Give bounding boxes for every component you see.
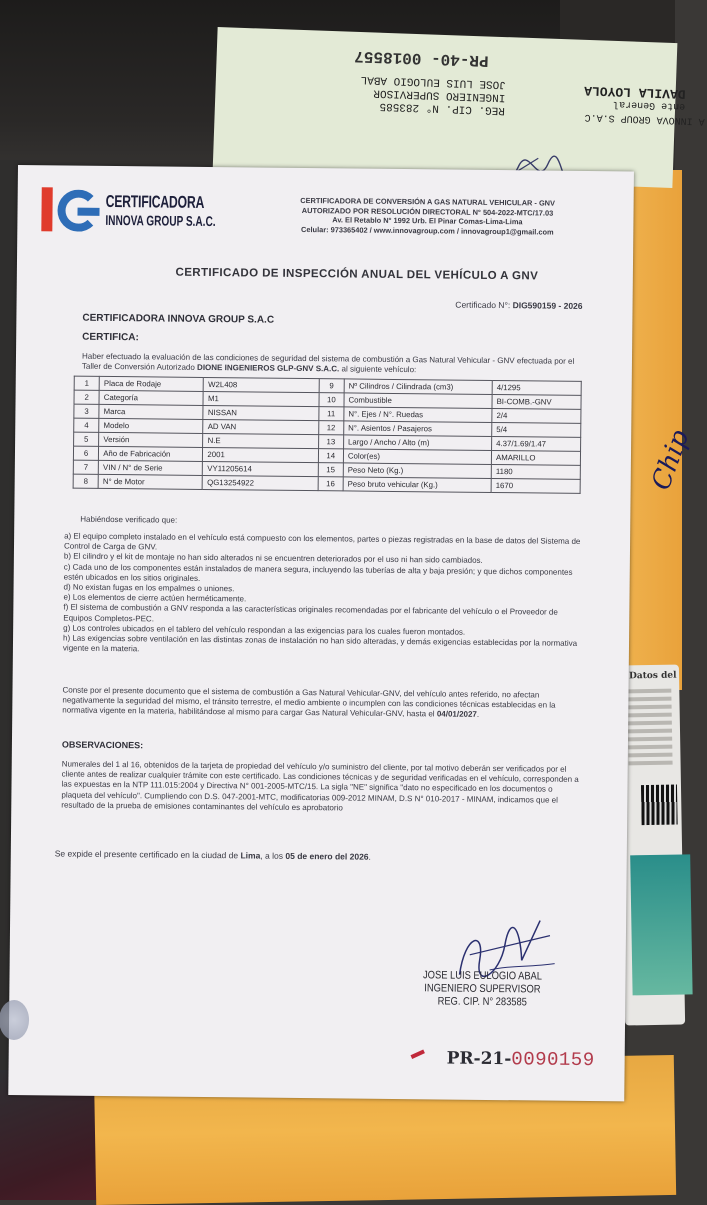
table-cell: 7 — [73, 460, 98, 474]
side-card-title: Datos del — [628, 670, 677, 682]
table-cell: Largo / Ancho / Alto (m) — [343, 435, 491, 451]
table-cell: 9 — [319, 379, 344, 393]
list-item: a) El equipo completo instalado en el vehículo está compuesto con los elementos, partes o piezas registradas en la base de datos del Sistema de Control de Carga de GNV. — [63, 531, 581, 552]
list-item: d) No existan fugas en los empalmes o uniones. — [63, 582, 235, 594]
table-cell: W2L408 — [204, 377, 319, 392]
vehicle-data-table — [73, 376, 582, 494]
table-cell: N°. Asientos / Pasajeros — [344, 421, 492, 437]
table-cell: Categoría — [99, 390, 203, 405]
table-cell: Peso bruto vehicular (Kg.) — [343, 477, 491, 493]
table-cell: BI-COMB.-GNV — [492, 394, 581, 409]
table-cell: Peso Neto (Kg.) — [343, 463, 491, 479]
slip-signer-name: JOSE LUIS EULOGIO ABAL — [360, 73, 507, 91]
table-cell: 3 — [74, 404, 99, 418]
table-cell: 1670 — [491, 478, 580, 493]
table-cell: 8 — [73, 474, 98, 488]
list-item: e) Los elementos de cierre actúen herméticamente. — [63, 592, 247, 604]
company-logo — [41, 187, 216, 239]
table-cell: N.E — [203, 433, 318, 448]
table-cell: AD VAN — [203, 419, 318, 434]
list-item: h) Las exigencias sobre ventilación en las distintas zonas de instalación no han sido alteradas, y demás exigencias establecidas por la normativa vigente en la materia. — [62, 633, 578, 654]
slip-right-role: ente General — [613, 97, 686, 112]
table-cell: 2/4 — [492, 408, 581, 423]
table-cell: 5 — [74, 432, 99, 446]
table-cell: Marca — [99, 404, 203, 419]
qr-code-icon — [641, 785, 678, 826]
list-item: c) Cada uno de los componentes están instalados de manera segura, incluyendo las tuberías de alta y baja presión; y que dichos componentes estén ubicados en los sitios originales. — [63, 562, 573, 583]
table-cell: 2 — [74, 390, 99, 404]
table-cell: Modelo — [99, 418, 203, 433]
list-item: b) El cilindro y el kit de montaje no han sido alterados ni se encuentren deteriorados por el uso ni han sido cambiados. — [63, 551, 483, 566]
logo-subtitle: INNOVA GROUP S.A.C. — [105, 211, 216, 230]
table-cell: Placa de Rodaje — [99, 376, 203, 391]
table-cell: 4.37/1.69/1.47 — [492, 436, 581, 451]
table-cell: 1180 — [491, 464, 580, 479]
table-cell: QG13254922 — [203, 475, 318, 490]
table-cell: 4 — [74, 418, 99, 432]
table-cell: 6 — [73, 446, 98, 460]
table-cell: 5/4 — [492, 422, 581, 437]
table-cell: VY11205614 — [203, 461, 318, 476]
slip-right-company: A INNOVA GROUP S.A.C — [584, 110, 705, 127]
certificate-number: Certificado N°: DIG590159 - 2026 — [455, 299, 583, 311]
signer-title: INGENIERO SUPERVISOR — [424, 982, 541, 996]
letterhead-line: AUTORIZADO POR RESOLUCIÓN DIRECTORAL N° 504-2022-MTC/17.03 — [301, 205, 554, 218]
list-item: g) Los controles ubicados en el tablero del vehículo respondan a las exigencias para los cuales fueron montados. — [63, 623, 466, 637]
table-cell: 4/1295 — [492, 380, 581, 395]
table-cell: 1 — [74, 376, 99, 390]
signer-name: JOSE LUIS EULOGIO ABAL — [422, 969, 543, 983]
table-cell: Año de Fabricación — [99, 446, 203, 461]
logo-name: CERTIFICADORA — [105, 191, 205, 212]
certificate-document — [8, 165, 634, 1101]
slip-signer-reg: REG. CIP. N° 283585 — [379, 99, 506, 117]
company-name: CERTIFICADORA INNOVA GROUP S.A.C — [82, 312, 275, 326]
table-cell: N° de Motor — [98, 474, 202, 489]
table-cell: 15 — [318, 463, 343, 477]
conste-paragraph: Conste por el presente documento que el sistema de combustión a Gas Natural Vehicular-GNV, del vehículo antes referido, no afectan negativamente la seguridad del mismo, el tránsito terrestre, el medio ambiente o incumplen con las condiciones técnicas establecidas en la normativa vigente en la materia, habilitándose al mismo para cargar Gas Natural Vehicular-GNV, hasta el 04/01/2027. — [62, 685, 556, 720]
table-cell: 10 — [319, 393, 344, 407]
table-cell: 16 — [318, 477, 343, 491]
table-cell: M1 — [203, 391, 318, 406]
table-cell: VIN / N° de Serie — [98, 460, 202, 475]
signer-block — [410, 969, 555, 1010]
slip-code: PR-40- 0018557 — [354, 46, 489, 70]
handwriting-scribble: Chip — [646, 425, 696, 495]
observaciones-text: Numerales del 1 al 16, obtenidos de la tarjeta de propiedad del vehículo y/o suministro del cliente, por tal motivo deberán ser verificados por el cliente antes de realizar cualquier trámite con este certificado. Las condiciones técnicas y de seguridad verificadas en el vehículo, corresponden a las expuestas en la NTP 111.015:2004 y Directiva N° 001-2005-MTC/15. La sigla "NE" significa "dato no especificado en los documentos o plaqueta del vehículo". Cumpliendo con D.S. 047-2001-MTC, modificatorias 009-2012 MINAM, D.S N° 010-2017 - MINAM, indicamos que el resultado de la prueba de emisiones contaminantes del vehículo es aprobatorio — [61, 759, 579, 813]
verification-list — [63, 532, 584, 660]
fingerprint-stain — [0, 1000, 29, 1040]
letterhead-line: Av. El Retablo N° 1992 Urb. El Pinar Comas-Lima-Lima — [332, 215, 523, 227]
serial-number: PR-21-0090159 — [446, 1048, 595, 1072]
letterhead — [247, 195, 607, 237]
table-cell: NISSAN — [203, 405, 318, 420]
observaciones-heading: OBSERVACIONES: — [61, 739, 144, 751]
table-cell: Nº Cilindros / Cilindrada (cm3) — [344, 379, 492, 395]
sticker — [630, 854, 692, 995]
table-cell: N°. Ejes / N°. Ruedas — [344, 407, 492, 423]
top-slip — [213, 27, 705, 188]
table-cell: 11 — [319, 407, 344, 421]
table-cell: 14 — [318, 449, 343, 463]
verified-intro: Habiéndose verificado que: — [80, 514, 178, 525]
document-title: CERTIFICADO DE INSPECCIÓN ANUAL DEL VEHÍCULO A GNV — [175, 266, 539, 283]
table-cell: Combustible — [344, 393, 492, 409]
table-cell: 13 — [318, 435, 343, 449]
table-cell: Versión — [99, 432, 203, 447]
letterhead-line: CERTIFICADORA DE CONVERSIÓN A GAS NATURAL VEHICULAR - GNV — [300, 195, 556, 208]
slip-signer-title: INGENIERO SUPERVISOR — [373, 86, 506, 104]
certifica-heading: CERTIFICA: — [82, 331, 139, 344]
table-cell: 12 — [318, 421, 343, 435]
list-item: f) El sistema de combustión a GNV responda a las características originales recomendadas por el fabricante del vehículo o el Proveedor de Equipos Completos-PEC. — [63, 602, 558, 624]
slip-right-name: DAVILA LOYOLA — [583, 82, 686, 102]
table-cell: AMARILLO — [491, 450, 580, 465]
issued-statement: Se expide el presente certificado en la ciudad de Lima, a los 05 de enero del 2026. — [54, 848, 371, 862]
red-mark — [411, 1050, 425, 1059]
letterhead-contact: Celular: 973365402 / www.innovagroup.com / innovagroup1@gmail.com — [301, 224, 554, 237]
signer-reg: REG. CIP. N° 283585 — [437, 995, 527, 1009]
table-cell: 2001 — [203, 447, 318, 462]
intro-paragraph: Haber efectuado la evaluación de las condiciones de seguridad del sistema de combustión a Gas Natural Vehicular - GNV efectuada por el Taller de Conversión Autorizado DIONE INGENIEROS GLP-GNV S.A.C. al siguiente vehículo: — [81, 351, 575, 375]
table-cell: Color(es) — [343, 449, 491, 465]
side-card — [619, 665, 685, 1026]
